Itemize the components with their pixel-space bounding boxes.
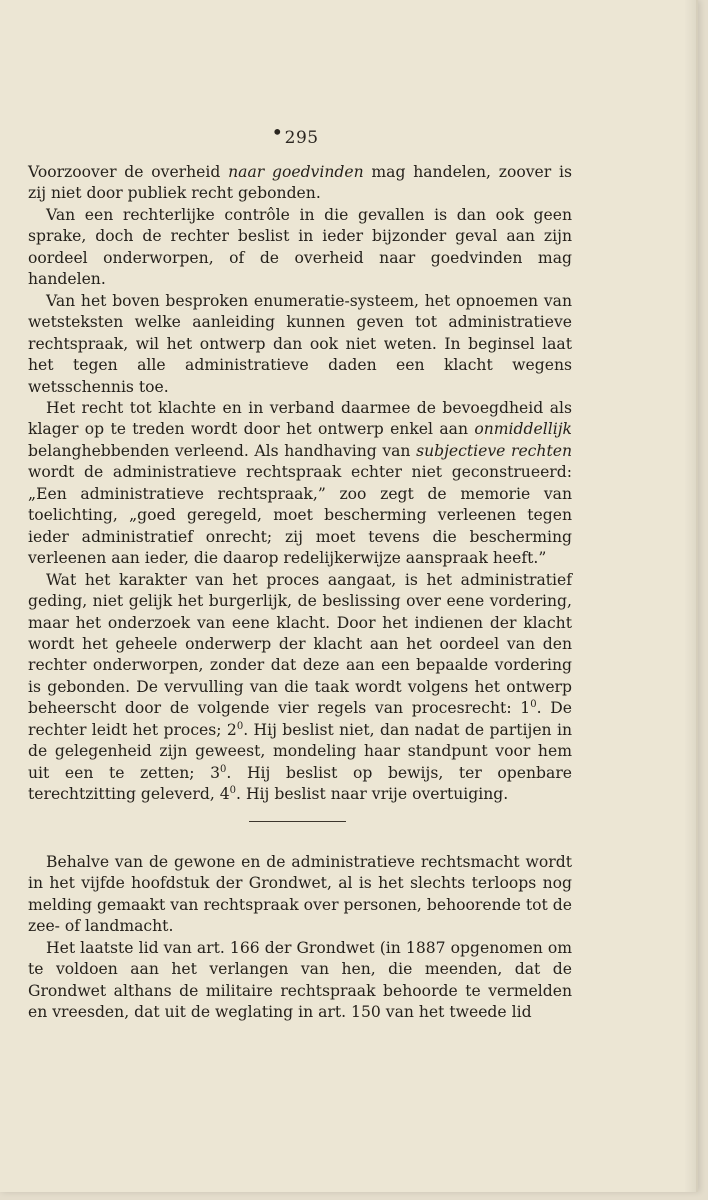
ordinal-mark: 0	[236, 720, 244, 732]
text-run: . De rechter leidt het proces; 2	[28, 699, 572, 739]
ordinal-mark: 0	[220, 763, 227, 775]
text-run: . Hij beslist niet, dan nadat de partijen in de gelegenheid zijn geweest, mondeling haar standpunt voor hem uit een te zetten; 3	[28, 720, 572, 782]
ordinal-mark: 0	[229, 784, 237, 796]
paragraph-controle: Van een rechterlijke contrôle in die gevallen is dan ook geen sprake, doch de rechter beslist in ieder bijzonder geval aan zijn oordeel onderworpen, of de overheid naar goedvinden mag handelen.	[28, 205, 572, 289]
main-text-section-2	[28, 852, 572, 1024]
italic-phrase: subjectieve rechten	[416, 441, 572, 460]
page-number-value: 295	[284, 128, 319, 148]
section-divider	[249, 821, 346, 822]
paragraph-procesrecht	[28, 570, 572, 806]
text-run: Wat het karakter van het proces aangaat, is het administratief geding, niet gelijk het burgerlijk, de beslissing over eene vordering, maar het onderzoek van eene klacht. Door het indienen der klacht wordt het geheele onderwerp der klacht aan het oordeel van den rechter onderworpen, zonder dat deze aan een bepaalde vordering is gebonden. De vervulling van die taak wordt volgens het ontwerp beheerscht door de volgende vier regels van procesrecht: 1	[28, 570, 572, 718]
paragraph-rechtsmacht: Behalve van de gewone en de administratieve rechtsmacht wordt in het vijfde hoofdstuk der Grondwet, al is het slechts terloops nog melding gemaakt van rechtspraak over personen, behoorende tot de zee- of landmacht.	[28, 853, 572, 936]
text-run: . Hij beslist op bewijs, ter openbare terechtzitting geleverd, 4	[28, 763, 572, 804]
ordinal-mark: 0	[530, 699, 537, 711]
italic-phrase: onmiddellijk	[474, 420, 572, 439]
page-number	[0, 120, 590, 148]
text-run: Voorzoover de overheid	[28, 163, 229, 181]
text-run: mag handelen, zoover is zij niet door publiek recht gebonden.	[28, 163, 572, 203]
paragraph-klachte	[28, 398, 572, 570]
italic-phrase: naar goedvinden	[228, 163, 364, 181]
paragraph-goedvinden	[28, 162, 572, 205]
paragraph-art-166: Het laatste lid van art. 166 der Grondwet (in 1887 opgenomen om te voldoen aan het verlangen van hen, die meenden, dat de Grondwet althans de militaire rechtspraak behoorde te vermelden en vreesden, dat uit de weglating in art. 150 van het tweede lid	[28, 938, 572, 1022]
main-text-section-1	[28, 162, 572, 806]
printer-mark: •	[271, 120, 284, 144]
text-run: wordt de administratieve rechtspraak echter niet geconstrueerd: „Een administratieve rechtspraak,” zoo zegt de memorie van toelichting, „goed geregeld, moet bescherming verleenen tegen ieder administratief onrecht; zij moet tevens die bescherming verleenen aan ieder, die daarop redelijkerwijze aanspraak heeft.”	[28, 463, 572, 568]
text-run: belanghebbenden verleend. Als handhaving van	[28, 441, 417, 460]
text-run: Het recht tot klachte en in verband daarmee de bevoegdheid als klager op te treden wordt door het ontwerp enkel aan	[28, 398, 572, 439]
paragraph-enumeratie: Van het boven besproken enumeratie-systeem, het opnoemen van wetsteksten welke aanleiding kunnen geven tot administratieve rechtspraak, wil het ontwerp dan ook niet weten. In beginsel laat het tegen alle administratieve daden een klacht wegens wetsschennis toe.	[28, 291, 572, 396]
text-run: . Hij beslist naar vrije overtuiging.	[236, 785, 509, 804]
